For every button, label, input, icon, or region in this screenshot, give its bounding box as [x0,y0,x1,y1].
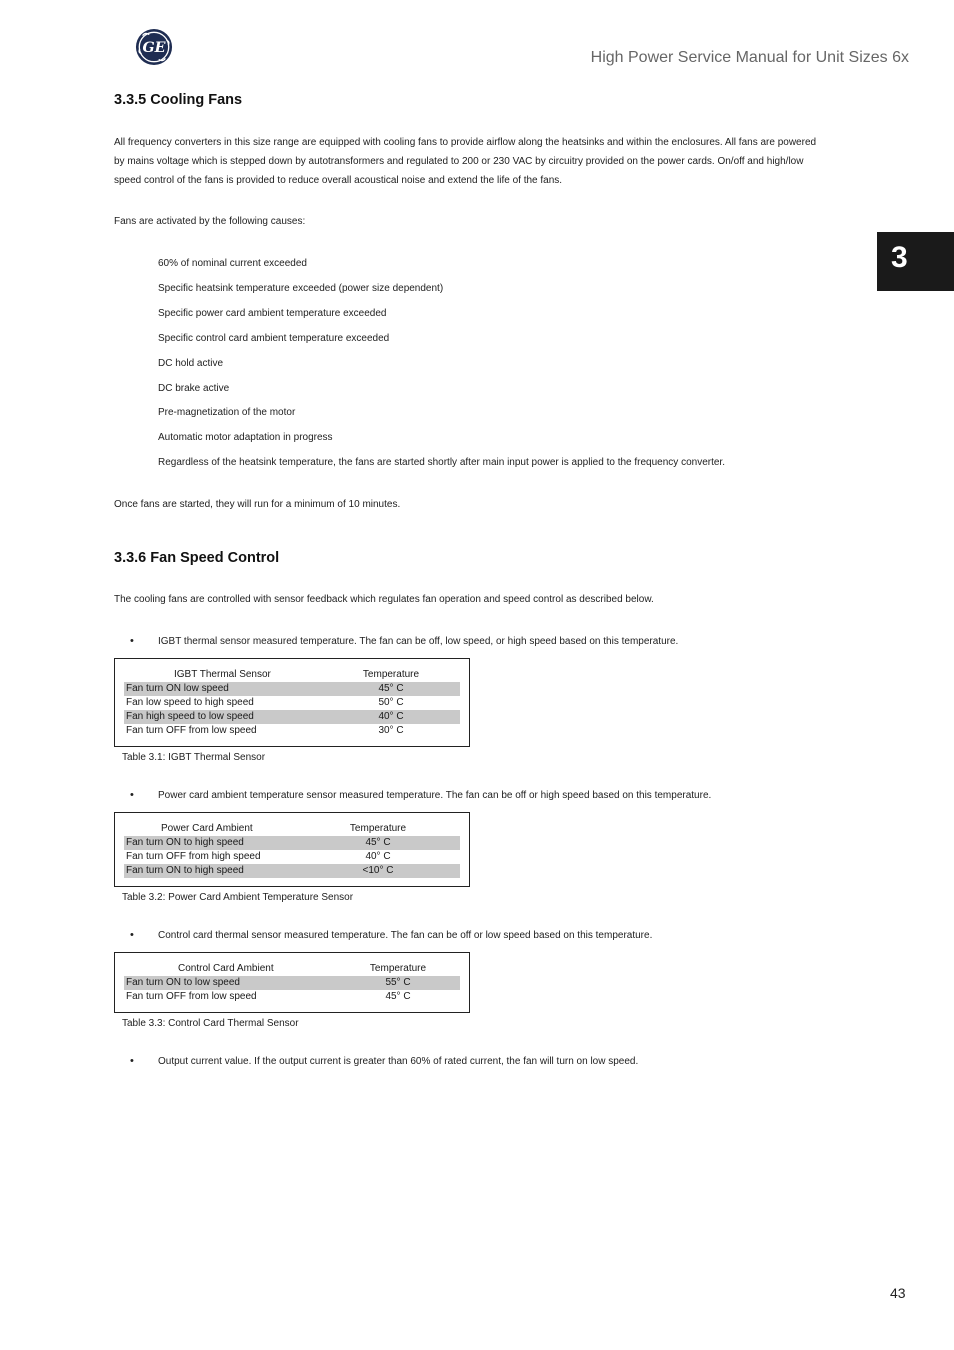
table-cell: 50° C [378,697,404,708]
section-heading-cooling-fans: 3.3.5 Cooling Fans [114,92,243,108]
chapter-number: 3 [891,241,908,274]
table-cell: Fan turn OFF from low speed [126,991,257,1002]
table-caption: Table 3.2: Power Card Ambient Temperature Sensor [122,892,354,903]
ge-logo-icon [135,28,173,66]
table-header-row [124,668,460,682]
cause-item: DC hold active [158,358,224,369]
cause-item: Specific power card ambient temperature exceeded [158,308,387,319]
causes-intro: Fans are activated by the following causes: [114,216,306,227]
table-header-row [124,822,460,836]
table-cell: 30° C [378,725,404,736]
cause-item: Specific control card ambient temperature exceeded [158,333,390,344]
table-header: Temperature [369,963,427,974]
paragraph-line: All frequency converters in this size range are equipped with cooling fans to provide airflow along the heatsinks and within the enclosures. All fans are powered [114,137,817,148]
table-cell: Fan turn ON low speed [126,683,229,694]
table-cell: Fan turn ON to high speed [126,837,244,848]
paragraph-line: by mains voltage which is stepped down by autotransformers and regulated to 200 or 230 VAC by circuitry provided on the power cards. On/off and high/low [114,156,804,167]
section-heading-fan-speed-control: 3.3.6 Fan Speed Control [114,550,280,566]
table-caption: Table 3.1: IGBT Thermal Sensor [122,752,266,763]
document-title: High Power Service Manual for Unit Sizes 6x [590,49,909,66]
paragraph-line: speed control of the fans is provided to reduce overall acoustical noise and extend the life of the fans. [114,175,563,186]
control-card-ambient-table [114,952,470,1013]
bullet-icon: • [130,635,134,647]
bullet-icon: • [130,1055,134,1067]
table-row [124,836,460,850]
table-cell: 45° C [385,991,411,1002]
cause-item: Automatic motor adaptation in progress [158,432,333,443]
table-cell: Fan high speed to low speed [126,711,254,722]
fan-speed-intro: The cooling fans are controlled with sensor feedback which regulates fan operation and speed control as described below. [114,594,654,605]
table-cell: 40° C [365,851,391,862]
table-row [124,724,460,738]
cause-item: Pre-magnetization of the motor [158,407,296,418]
table-cell: Fan turn ON to low speed [126,977,240,988]
table-row [124,850,460,864]
table-cell: 45° C [365,837,391,848]
table-row [124,864,460,878]
bullet-item: Control card thermal sensor measured temperature. The fan can be off or low speed based on this temperature. [158,930,653,941]
table-header: Temperature [362,669,420,680]
table-header: Power Card Ambient [161,823,253,834]
table-caption: Table 3.3: Control Card Thermal Sensor [122,1018,299,1029]
chapter-tab [877,232,954,291]
cause-item: DC brake active [158,383,230,394]
bullet-item: Output current value. If the output current is greater than 60% of rated current, the fan will turn on low speed. [158,1056,639,1067]
table-header: Control Card Ambient [178,963,274,974]
table-row [124,710,460,724]
table-row [124,696,460,710]
fans-run-note: Once fans are started, they will run for a minimum of 10 minutes. [114,499,401,510]
table-cell: Fan turn OFF from high speed [126,851,261,862]
bullet-item: Power card ambient temperature sensor measured temperature. The fan can be off or high speed based on this temperature. [158,790,712,801]
table-row [124,976,460,990]
cause-item: 60% of nominal current exceeded [158,258,307,269]
cause-item: Regardless of the heatsink temperature, the fans are started shortly after main input power is applied to the frequency converter. [158,457,725,468]
bullet-icon: • [130,929,134,941]
table-cell: 55° C [385,977,411,988]
table-cell: Fan turn ON to high speed [126,865,244,876]
table-cell: Fan low speed to high speed [126,697,254,708]
table-header: IGBT Thermal Sensor [174,669,271,680]
svg-text:GE: GE [142,40,166,57]
bullet-item: IGBT thermal sensor measured temperature. The fan can be off, low speed, or high speed based on this temperature. [158,636,679,647]
table-cell: 45° C [378,683,404,694]
table-header: Temperature [349,823,407,834]
cooling-fans-paragraph [114,133,874,190]
table-cell: Fan turn OFF from low speed [126,725,257,736]
cause-item: Specific heatsink temperature exceeded (power size dependent) [158,283,444,294]
table-cell: 40° C [378,711,404,722]
table-cell: <10° C [362,865,394,876]
igbt-thermal-sensor-table [114,658,470,747]
page-number: 43 [890,1285,906,1301]
power-card-ambient-table [114,812,470,887]
table-header-row [124,962,460,976]
table-row [124,990,460,1004]
bullet-icon: • [130,789,134,801]
table-row [124,682,460,696]
